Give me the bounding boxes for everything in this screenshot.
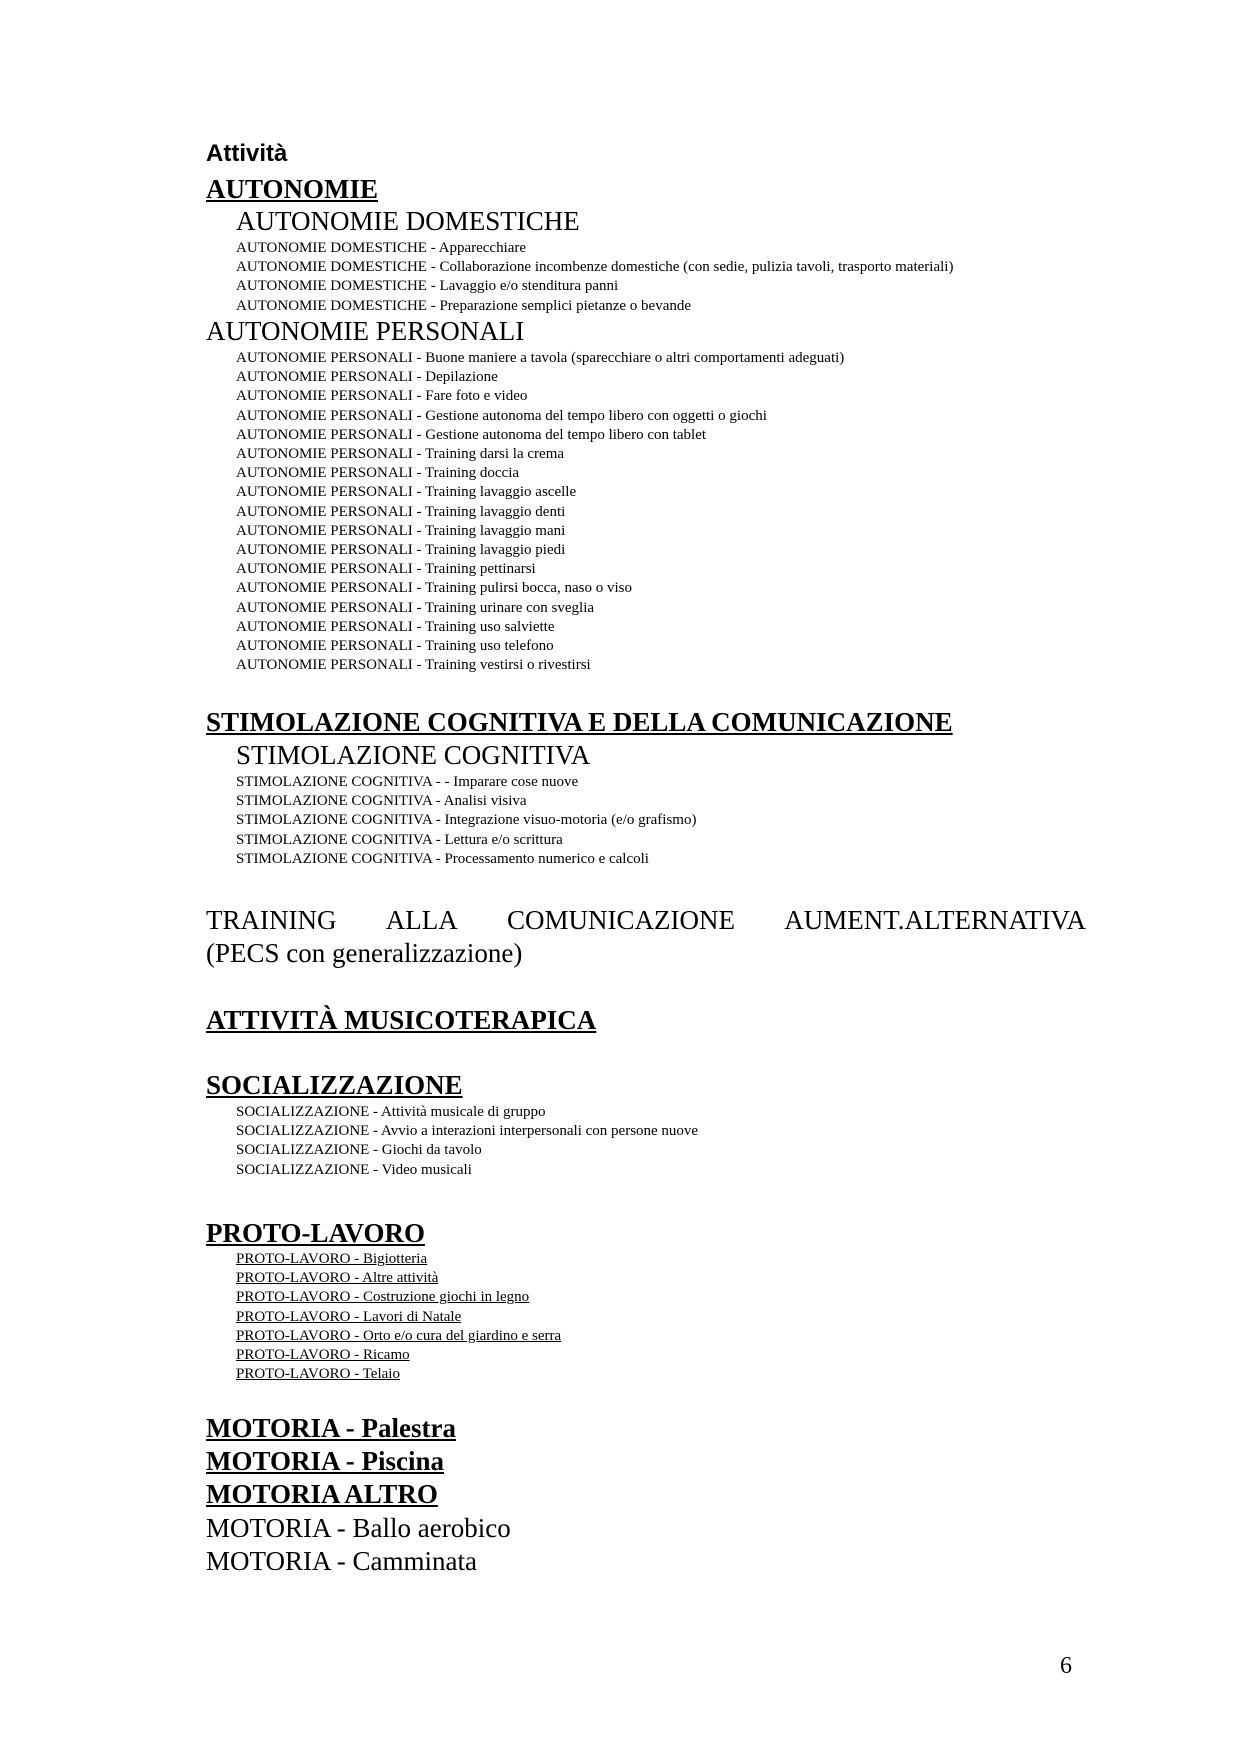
list-item: AUTONOMIE PERSONALI - Training vestirsi o rivestirsi [236,657,591,674]
list-item: AUTONOMIE PERSONALI - Training lavaggio mani [236,522,566,539]
heading-motoria-piscina: MOTORIA - Piscina [206,1446,445,1476]
list-item: STIMOLAZIONE COGNITIVA - Integrazione visuo-motoria (e/o grafismo) [236,812,697,829]
list-item: AUTONOMIE PERSONALI - Training uso salviette [236,618,555,635]
list-item: AUTONOMIE DOMESTICHE - Collaborazione incombenze domestiche (con sedie, pulizia tavoli, trasporto materiali) [236,259,954,276]
list-item: AUTONOMIE PERSONALI - Training pulirsi bocca, naso o viso [236,580,632,597]
list-item: AUTONOMIE PERSONALI - Buone maniere a tavola (sparecchiare o altri comportamenti adeguati) [236,350,845,366]
heading-musicoterapica: ATTIVITÀ MUSICOTERAPICA [206,1005,597,1035]
training-comunicazione-line1 [206,905,1086,936]
list-item: AUTONOMIE PERSONALI - Gestione autonoma del tempo libero con oggetti o giochi [236,407,767,424]
subheading-autonomie-personali: AUTONOMIE PERSONALI [206,316,525,346]
list-item: AUTONOMIE PERSONALI - Depilazione [236,369,498,386]
list-item: PROTO-LAVORO - Ricamo [236,1347,410,1364]
list-item: AUTONOMIE DOMESTICHE - Lavaggio e/o stenditura panni [236,278,619,295]
list-item: AUTONOMIE PERSONALI - Fare foto e video [236,388,528,405]
list-proto-lavoro [236,1250,561,1384]
list-item: AUTONOMIE PERSONALI - Training uso telefono [236,638,554,655]
list-item: AUTONOMIE PERSONALI - Gestione autonoma del tempo libero con tablet [236,426,707,443]
word: COMUNICAZIONE [507,905,735,935]
list-item: AUTONOMIE DOMESTICHE - Apparecchiare [236,240,527,256]
list-item: SOCIALIZZAZIONE - Video musicali [236,1161,472,1178]
motoria-item: MOTORIA - Camminata [206,1546,477,1576]
list-item: PROTO-LAVORO - Orto e/o cura del giardino e serra [236,1327,562,1344]
training-comunicazione-line2: (PECS con generalizzazione) [206,938,523,968]
page-title: Attività [206,140,288,167]
list-item: PROTO-LAVORO - Telaio [236,1366,400,1383]
word: TRAINING [206,905,337,935]
list-item: AUTONOMIE PERSONALI - Training lavaggio piedi [236,542,566,559]
page-number: 6 [1060,1653,1072,1679]
list-item: SOCIALIZZAZIONE - Avvio a interazioni interpersonali con persone nuove [236,1123,699,1140]
list-item: STIMOLAZIONE COGNITIVA - Lettura e/o scrittura [236,831,563,848]
subheading-autonomie-domestiche: AUTONOMIE DOMESTICHE [236,206,580,236]
list-item: STIMOLAZIONE COGNITIVA - Analisi visiva [236,793,527,810]
list-item: STIMOLAZIONE COGNITIVA - Processamento numerico e calcoli [236,850,649,867]
heading-motoria-palestra: MOTORIA - Palestra [206,1413,456,1443]
word: ALLA [385,905,458,935]
heading-motoria-altro: MOTORIA ALTRO [206,1479,438,1509]
word: AUMENT.ALTERNATIVA [784,905,1086,935]
list-item: PROTO-LAVORO - Bigiotteria [236,1251,428,1267]
list-item: AUTONOMIE PERSONALI - Training doccia [236,465,520,482]
heading-autonomie: AUTONOMIE [206,174,379,204]
list-item: STIMOLAZIONE COGNITIVA - - Imparare cose nuove [236,774,579,790]
list-item: SOCIALIZZAZIONE - Giochi da tavolo [236,1142,482,1159]
list-socializzazione [236,1103,698,1180]
subheading-stimolazione-cognitiva: STIMOLAZIONE COGNITIVA [236,740,591,770]
list-item: AUTONOMIE DOMESTICHE - Preparazione semplici pietanze o bevande [236,297,692,314]
motoria-item: MOTORIA - Ballo aerobico [206,1513,511,1543]
list-stimolazione-cognitiva [236,773,696,869]
list-item: AUTONOMIE PERSONALI - Training pettinarsi [236,561,536,578]
heading-stimolazione: STIMOLAZIONE COGNITIVA E DELLA COMUNICAZIONE [206,707,953,737]
heading-proto-lavoro: PROTO-LAVORO [206,1218,425,1248]
list-item: SOCIALIZZAZIONE - Attività musicale di gruppo [236,1104,546,1120]
list-item: PROTO-LAVORO - Lavori di Natale [236,1308,462,1325]
list-autonomie-domestiche [236,239,953,316]
heading-socializzazione: SOCIALIZZAZIONE [206,1070,463,1100]
list-item: AUTONOMIE PERSONALI - Training urinare con sveglia [236,599,595,616]
list-item: AUTONOMIE PERSONALI - Training lavaggio denti [236,503,566,520]
list-item: AUTONOMIE PERSONALI - Training lavaggio ascelle [236,484,577,501]
list-autonomie-personali [236,349,844,675]
list-item: PROTO-LAVORO - Costruzione giochi in legno [236,1289,530,1306]
list-item: AUTONOMIE PERSONALI - Training darsi la crema [236,446,565,463]
list-item: PROTO-LAVORO - Altre attività [236,1270,439,1287]
